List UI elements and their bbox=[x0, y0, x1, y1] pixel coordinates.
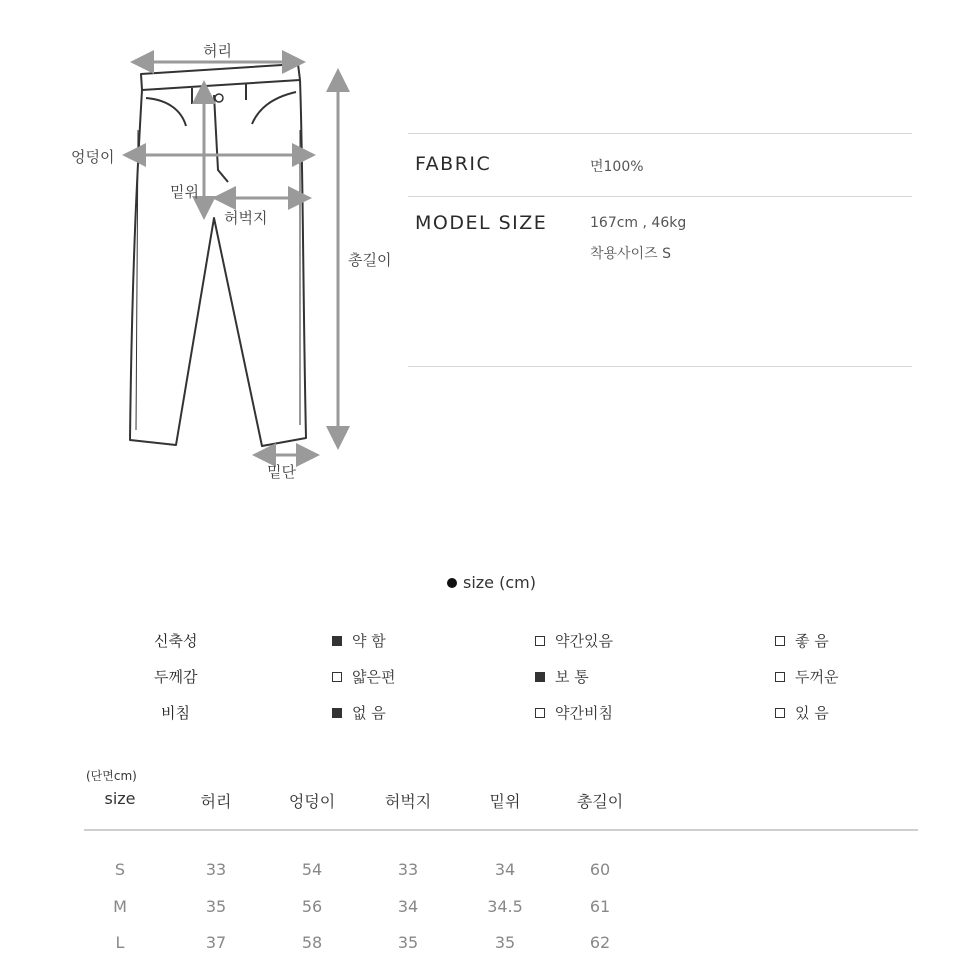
button-icon bbox=[215, 94, 223, 102]
attr-stretch-option-2: 약간있음 bbox=[535, 630, 613, 651]
table-cell: 54 bbox=[301, 860, 323, 879]
table-cell: 35 bbox=[397, 933, 419, 952]
size-heading-text: size (cm) bbox=[463, 573, 536, 592]
attr-thickness-option-3: 두꺼운 bbox=[775, 666, 838, 687]
measure-arrows bbox=[134, 62, 338, 455]
checkbox-icon bbox=[535, 636, 545, 646]
attr-stretch-option-3: 좋 음 bbox=[775, 630, 829, 651]
table-cell: 58 bbox=[301, 933, 323, 952]
table-cell: 37 bbox=[205, 933, 227, 952]
attr-sheer-option-2: 약간비침 bbox=[535, 702, 613, 723]
checkbox-icon bbox=[775, 636, 785, 646]
checkbox-icon bbox=[535, 672, 545, 682]
hip-label: 엉덩이 bbox=[71, 148, 115, 166]
header-thigh: 허벅지 bbox=[384, 792, 432, 811]
checkbox-icon bbox=[535, 708, 545, 718]
table-cell: M bbox=[113, 897, 127, 916]
model-wearing-size: 착용사이즈 S bbox=[590, 246, 671, 262]
attr-thickness-option-1: 얇은편 bbox=[332, 666, 395, 687]
checkbox-icon bbox=[775, 672, 785, 682]
pants-outline bbox=[130, 64, 306, 446]
attr-thickness-name: 두께감 bbox=[154, 668, 198, 686]
table-cell: 34.5 bbox=[487, 897, 523, 916]
table-cell: 33 bbox=[205, 860, 227, 879]
table-cell: 34 bbox=[494, 860, 516, 879]
spec-bottom-divider bbox=[408, 366, 912, 367]
table-cell: 62 bbox=[589, 933, 611, 952]
unit-note: (단면cm) bbox=[86, 769, 137, 783]
attr-stretch-option-1: 약 함 bbox=[332, 630, 386, 651]
length-label: 총길이 bbox=[348, 251, 392, 269]
table-header-divider bbox=[84, 829, 918, 831]
table-cell: 33 bbox=[397, 860, 419, 879]
table-cell: 34 bbox=[397, 897, 419, 916]
attr-sheer-name: 비침 bbox=[161, 704, 190, 722]
header-size: size bbox=[104, 789, 136, 808]
header-length: 총길이 bbox=[576, 792, 624, 811]
checkbox-icon bbox=[332, 708, 342, 718]
header-hip: 엉덩이 bbox=[288, 792, 336, 811]
spec-top-divider bbox=[408, 133, 912, 134]
pants-diagram bbox=[0, 0, 400, 500]
table-cell: L bbox=[115, 933, 125, 952]
attr-sheer-option-1: 없 음 bbox=[332, 702, 386, 723]
waist-label: 허리 bbox=[203, 42, 232, 60]
table-cell: S bbox=[114, 860, 126, 879]
attr-sheer-option-3: 있 음 bbox=[775, 702, 829, 723]
checkbox-icon bbox=[332, 636, 342, 646]
checkbox-icon bbox=[332, 672, 342, 682]
table-cell: 35 bbox=[205, 897, 227, 916]
size-heading bbox=[447, 573, 536, 592]
table-cell: 61 bbox=[589, 897, 611, 916]
hem-label: 밑단 bbox=[267, 463, 296, 481]
thigh-label: 허벅지 bbox=[224, 209, 268, 227]
table-cell: 35 bbox=[494, 933, 516, 952]
attr-stretch-name: 신축성 bbox=[154, 632, 198, 650]
spec-middle-divider bbox=[408, 196, 912, 197]
header-waist: 허리 bbox=[200, 792, 232, 811]
attr-thickness-option-2: 보 통 bbox=[535, 666, 589, 687]
table-cell: 56 bbox=[301, 897, 323, 916]
header-rise: 밑위 bbox=[489, 792, 521, 811]
model-size-key: MODEL SIZE bbox=[415, 212, 548, 234]
checkbox-icon bbox=[775, 708, 785, 718]
table-cell: 60 bbox=[589, 860, 611, 879]
fabric-value: 면100% bbox=[590, 159, 644, 175]
model-size-value: 167cm , 46kg bbox=[590, 215, 687, 231]
bullet-icon bbox=[447, 578, 457, 588]
fabric-key: FABRIC bbox=[415, 153, 492, 175]
rise-label: 밑위 bbox=[170, 183, 199, 201]
